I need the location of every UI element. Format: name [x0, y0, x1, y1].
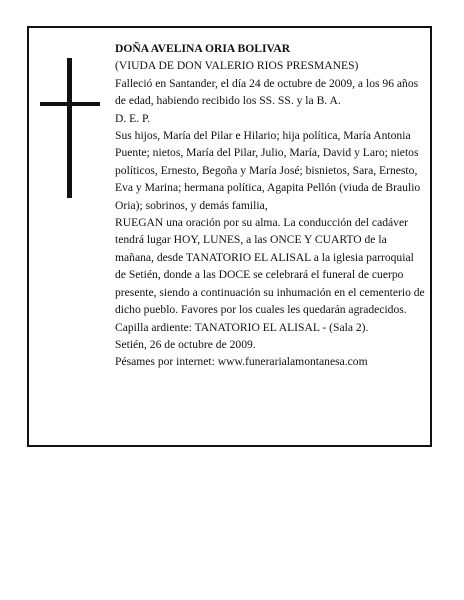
condolences-line: Pésames por internet: www.funerarialamontanesa.com	[115, 355, 368, 369]
family-list: Sus hijos, María del Pilar e Hilario; hija política, María Antonia Puente; nietos, María del Pilar, Julio, María, David y Laro; nietos políticos, Ernesto, Begoña y María José; bisnietos, Sara, Ernesto, Eva y Marina; hermana política, Agapita Pellón (viuda de Braulio Oria); sobrinos, y demás familia,	[115, 129, 421, 212]
death-announcement: Falleció en Santander, el día 24 de octubre de 2009, a los 96 años de edad, habiendo recibido los SS. SS. y la B. A.	[115, 76, 419, 108]
dep-line: D. E. P.	[115, 111, 151, 125]
widow-line: (VIUDA DE DON VALERIO RIOS PRESMANES)	[115, 59, 359, 73]
obituary-notice	[27, 26, 432, 447]
notice-text	[115, 40, 427, 371]
latin-cross-icon	[39, 58, 99, 198]
deceased-name: DOÑA AVELINA ORIA BOLIVAR	[115, 42, 291, 55]
funeral-details: RUEGAN una oración por su alma. La conducción del cadáver tendrá lugar HOY, LUNES, a las ONCE Y CUARTO de la mañana, desde TANATORIO EL ALISAL a la iglesia parroquial de Setién, donde a las DOCE se celebrará el funeral de cuerpo presente, siendo a continuación su inhumación en el cementerio de dicho pueblo. Favores por los cuales les quedarán agradecidos. Capilla ardiente: TANATORIO EL ALISAL - (Sala 2).	[115, 216, 425, 334]
cross-horizontal-bar	[40, 102, 100, 106]
place-date: Setién, 26 de octubre de 2009.	[115, 337, 256, 351]
cross-vertical-bar	[67, 58, 72, 198]
